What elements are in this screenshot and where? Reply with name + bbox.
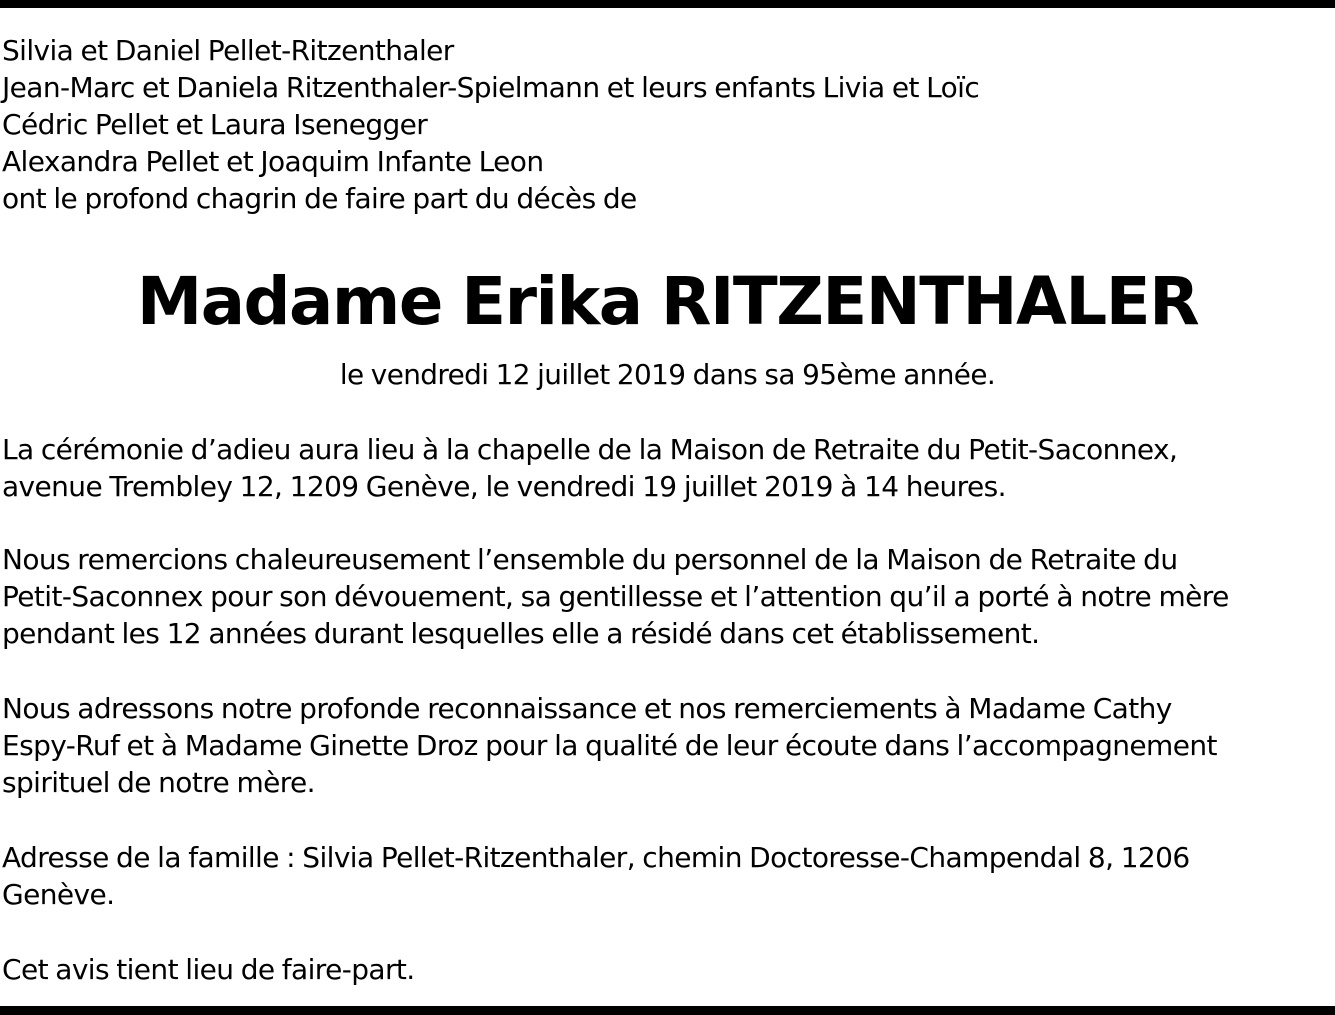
family-list [2,32,1333,217]
address-line: Genève. [2,878,115,911]
ceremony-paragraph [2,431,1333,505]
deceased-name: Madame Erika RITZENTHALER [136,264,1199,340]
closing-note [2,951,1333,988]
address-line: Adresse de la famille : Silvia Pellet-Ritzenthaler, chemin Doctoresse-Champendal 8, 1206 [2,841,1190,874]
family-line: Silvia et Daniel Pellet-Ritzenthaler [2,34,454,67]
family-line: Alexandra Pellet et Joaquim Infante Leon [2,145,544,178]
family-line: Cédric Pellet et Laura Isenegger [2,108,428,141]
death-date-line: le vendredi 12 juillet 2019 dans sa 95ème année. [339,358,996,391]
thanks-spiritual-line: Nous adressons notre profonde reconnaissance et nos remerciements à Madame Cathy [2,692,1172,725]
family-line: ont le profond chagrin de faire part du décès de [2,182,637,215]
thanks-spiritual-line: spirituel de notre mère. [2,766,315,799]
family-line: Jean-Marc et Daniela Ritzenthaler-Spielmann et leurs enfants Livia et Loïc [2,71,980,104]
thanks-staff-line: pendant les 12 années durant lesquelles elle a résidé dans cet établissement. [2,617,1040,650]
thanks-spiritual-paragraph [2,690,1333,801]
thanks-staff-line: Petit-Saconnex pour son dévouement, sa gentillesse et l’attention qu’il a porté à notre mère [2,580,1229,613]
top-rule [0,0,1335,8]
bottom-rule [0,1006,1335,1015]
ceremony-line: avenue Trembley 12, 1209 Genève, le vendredi 19 juillet 2019 à 14 heures. [2,470,1006,503]
thanks-spiritual-line: Espy-Ruf et à Madame Ginette Droz pour la qualité de leur écoute dans l’accompagnement [2,729,1217,762]
closing-line: Cet avis tient lieu de faire-part. [2,953,415,986]
thanks-staff-line: Nous remercions chaleureusement l’ensemble du personnel de la Maison de Retraite du [2,543,1178,576]
ceremony-line: La cérémonie d’adieu aura lieu à la chapelle de la Maison de Retraite du Petit-Saconnex, [2,433,1178,466]
family-address-paragraph [2,839,1333,913]
thanks-staff-paragraph [2,541,1333,652]
